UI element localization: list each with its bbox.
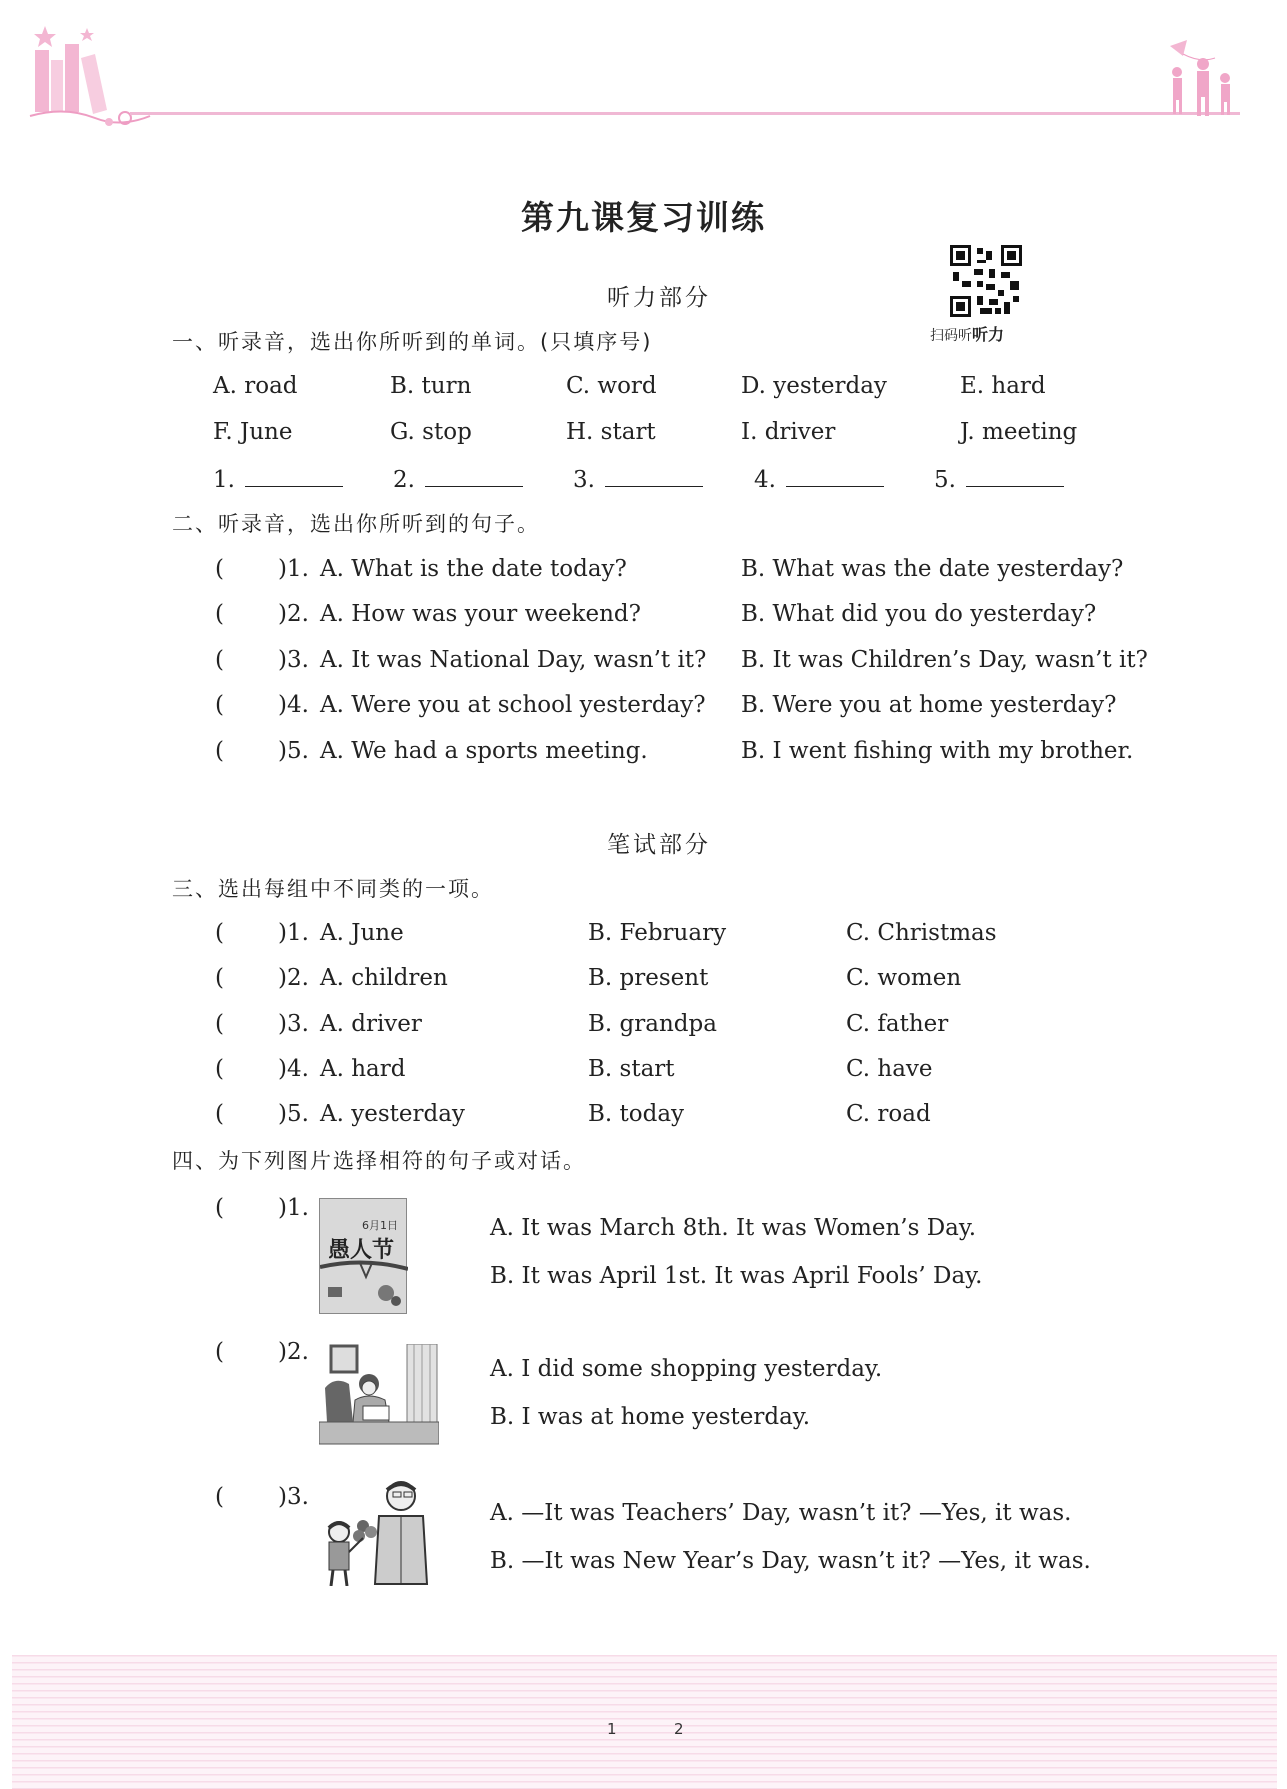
q3-option-b: B. grandpa (588, 1011, 717, 1037)
item-number: )1. (278, 920, 309, 946)
q4-option-a: A. It was March 8th. It was Women’s Day. (490, 1215, 977, 1241)
answer-paren[interactable]: ( (215, 1195, 224, 1221)
ribbon-gift-icon (320, 1257, 408, 1313)
item-number: )1. (278, 556, 309, 582)
q2-option-b: B. What was the date yesterday? (741, 556, 1124, 582)
q3-option-c: C. father (846, 1011, 949, 1037)
answer-paren[interactable]: ( (215, 920, 224, 946)
q3-option-b: B. February (588, 920, 727, 946)
q1-answer-blank[interactable] (573, 465, 703, 493)
blank-number: 4. (754, 467, 776, 493)
q1-answer-blank[interactable] (393, 465, 523, 493)
q3-option-c: C. Christmas (846, 920, 997, 946)
q1-answer-blank[interactable] (754, 465, 884, 493)
q3-option-a: A. hard (320, 1056, 406, 1082)
q1-option: B. turn (390, 373, 472, 399)
q2-option-b: B. What did you do yesterday? (741, 601, 1097, 627)
q2-option-b: B. Were you at home yesterday? (741, 692, 1117, 718)
april-fools-day-card-image (319, 1198, 407, 1314)
q1-option: I. driver (741, 419, 836, 445)
qr-caption-bold: 听力 (972, 325, 1005, 344)
item-number: )2. (278, 965, 309, 991)
q2-option-b: B. I went fishing with my brother. (741, 738, 1134, 764)
blank-number: 3. (573, 467, 595, 493)
item-number: )3. (278, 1011, 309, 1037)
q3-option-a: A. driver (320, 1011, 422, 1037)
q3-option-b: B. present (588, 965, 709, 991)
q2-option-a: A. It was National Day, wasn’t it? (320, 647, 707, 673)
listening-section-header: 听力部分 (607, 285, 711, 311)
qr-caption (930, 322, 1004, 345)
q2-option-a: A. Were you at school yesterday? (320, 692, 706, 718)
q3-option-a: A. June (320, 920, 404, 946)
answer-paren[interactable]: ( (215, 1101, 224, 1127)
q1-heading: 一、听录音，选出你所听到的单词。(只填序号) (172, 330, 653, 354)
item-number: )4. (278, 692, 309, 718)
student-gives-flowers-to-teacher-image (319, 1476, 443, 1586)
q3-option-c: C. road (846, 1101, 931, 1127)
q1-option: D. yesterday (741, 373, 887, 399)
q3-option-b: B. today (588, 1101, 685, 1127)
q1-option: J. meeting (960, 419, 1078, 445)
q3-heading: 三、选出每组中不同类的一项。 (172, 877, 494, 901)
page-number-right: 2 (674, 1720, 684, 1738)
q4-option-b: B. I was at home yesterday. (490, 1404, 811, 1430)
item-number: )2. (278, 601, 309, 627)
book-flower-decoration-icon (25, 18, 155, 133)
blank-number: 5. (934, 467, 956, 493)
q2-option-b: B. It was Children’s Day, wasn’t it? (741, 647, 1148, 673)
answer-paren[interactable]: ( (215, 601, 224, 627)
item-number: )3. (278, 647, 309, 673)
blank-number: 2. (393, 467, 415, 493)
answer-paren[interactable]: ( (215, 556, 224, 582)
footer-stripes (12, 1655, 1277, 1789)
q1-option: C. word (566, 373, 657, 399)
q1-answer-blank[interactable] (213, 465, 343, 493)
q2-heading: 二、听录音，选出你所听到的句子。 (172, 512, 540, 536)
q2-option-a: A. How was your weekend? (320, 601, 641, 627)
item-number: )2. (278, 1339, 309, 1365)
answer-paren[interactable]: ( (215, 965, 224, 991)
q1-option: H. start (566, 419, 656, 445)
pic-card-title: 愚人节 (328, 1238, 395, 1263)
q4-option-a: A. —It was Teachers’ Day, wasn’t it? —Yes, it was. (490, 1500, 1072, 1526)
q4-option-b: B. It was April 1st. It was April Fools’ Day. (490, 1263, 983, 1289)
answer-paren[interactable]: ( (215, 692, 224, 718)
q3-option-b: B. start (588, 1056, 675, 1082)
q4-heading: 四、为下列图片选择相符的句子或对话。 (172, 1149, 586, 1173)
writing-section-header: 笔试部分 (607, 832, 711, 858)
answer-paren[interactable]: ( (215, 738, 224, 764)
answer-paren[interactable]: ( (215, 1056, 224, 1082)
q3-option-c: C. have (846, 1056, 933, 1082)
q4-option-a: A. I did some shopping yesterday. (490, 1356, 883, 1382)
answer-paren[interactable]: ( (215, 647, 224, 673)
item-number: )5. (278, 1101, 309, 1127)
kids-flying-kite-icon (1155, 38, 1265, 118)
q4-option-b: B. —It was New Year’s Day, wasn’t it? —Yes, it was. (490, 1548, 1091, 1574)
answer-paren[interactable]: ( (215, 1011, 224, 1037)
page-title: 第九课复习训练 (521, 198, 766, 237)
q2-option-a: A. What is the date today? (320, 556, 627, 582)
girl-reading-at-home-image (319, 1344, 439, 1448)
blank-number: 1. (213, 467, 235, 493)
header-rule (130, 112, 1240, 115)
answer-paren[interactable]: ( (215, 1484, 224, 1510)
q1-answer-blank[interactable] (934, 465, 1064, 493)
q1-option: G. stop (390, 419, 472, 445)
qr-caption-prefix: 扫码听 (930, 328, 972, 344)
answer-paren[interactable]: ( (215, 1339, 224, 1365)
q2-option-a: A. We had a sports meeting. (320, 738, 648, 764)
q1-option: F. June (213, 419, 293, 445)
q3-option-a: A. yesterday (320, 1101, 465, 1127)
q3-option-a: A. children (320, 965, 448, 991)
q1-option: E. hard (960, 373, 1046, 399)
item-number: )1. (278, 1195, 309, 1221)
q1-option: A. road (213, 373, 298, 399)
page-number-left: 1 (607, 1720, 617, 1738)
pic-card-date: 6月1日 (362, 1219, 398, 1232)
item-number: )3. (278, 1484, 309, 1510)
item-number: )4. (278, 1056, 309, 1082)
q3-option-c: C. women (846, 965, 962, 991)
item-number: )5. (278, 738, 309, 764)
